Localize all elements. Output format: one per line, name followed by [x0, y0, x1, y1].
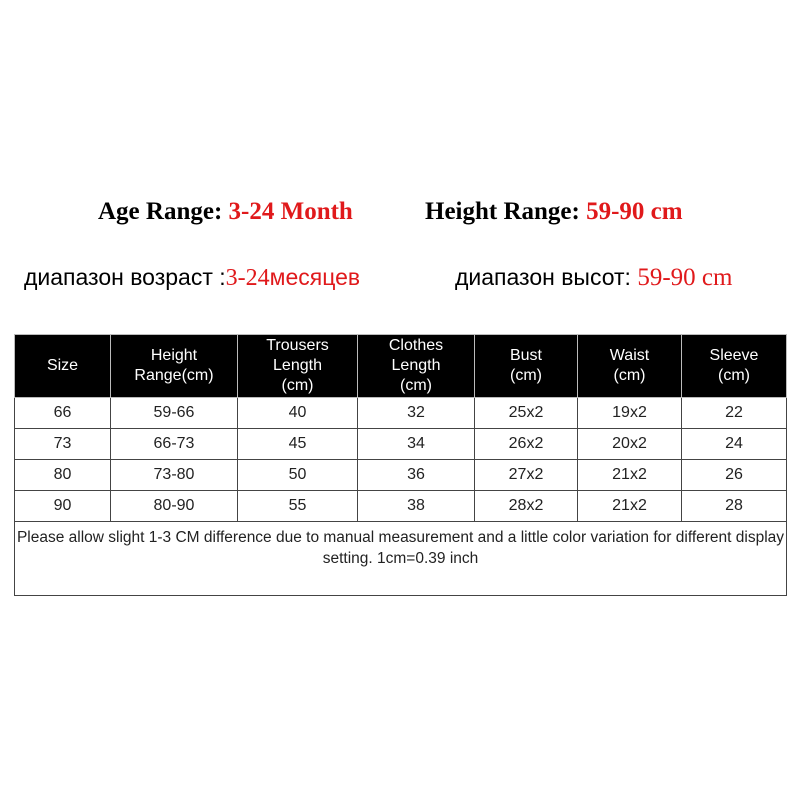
- table-note-row: [15, 522, 787, 596]
- cell-size: 66: [15, 398, 111, 429]
- ru-age-unit: месяцев: [269, 264, 361, 290]
- ru-height-range: [455, 264, 732, 292]
- col-header-trousers-length: Trousers Length (cm): [238, 335, 358, 398]
- cell-clothes-length: 32: [358, 398, 475, 429]
- cell-sleeve: 26: [682, 460, 787, 491]
- cell-height-range: 66-73: [111, 429, 238, 460]
- ru-age-number: 3-24: [225, 265, 270, 291]
- cell-clothes-length: 38: [358, 491, 475, 522]
- col-header-bust: Bust (cm): [475, 335, 578, 398]
- table-row: [15, 491, 787, 522]
- col-header-clothes-length: Clothes Length (cm): [358, 335, 475, 398]
- cell-size: 80: [15, 460, 111, 491]
- ru-height-label: диапазон высот:: [455, 264, 638, 290]
- ru-height-value: 59-90 cm: [637, 264, 733, 291]
- col-header-size: Size: [15, 335, 111, 398]
- height-range-value: 59-90 cm: [586, 198, 683, 225]
- cell-waist: 21x2: [578, 491, 682, 522]
- cell-size: 73: [15, 429, 111, 460]
- size-chart-table: [14, 334, 787, 596]
- cell-size: 90: [15, 491, 111, 522]
- cell-trousers-length: 40: [238, 398, 358, 429]
- cell-bust: 26x2: [475, 429, 578, 460]
- ru-age-range: [24, 264, 360, 292]
- height-range: [425, 198, 683, 226]
- age-range-value: 3-24 Month: [228, 198, 353, 225]
- measurement-note: Please allow slight 1-3 CM difference due to manual measurement and a little color variation for different display setting. 1cm=0.39 inch: [15, 522, 787, 596]
- cell-height-range: 73-80: [111, 460, 238, 491]
- ru-age-label: диапазон возраст :: [24, 264, 226, 290]
- height-range-label: Height Range:: [425, 198, 587, 225]
- cell-bust: 27x2: [475, 460, 578, 491]
- cell-sleeve: 28: [682, 491, 787, 522]
- cell-sleeve: 24: [682, 429, 787, 460]
- col-header-sleeve: Sleeve (cm): [682, 335, 787, 398]
- cell-trousers-length: 45: [238, 429, 358, 460]
- col-header-height-range: Height Range(cm): [111, 335, 238, 398]
- cell-waist: 21x2: [578, 460, 682, 491]
- table-row: [15, 460, 787, 491]
- table-row: [15, 398, 787, 429]
- cell-bust: 28x2: [475, 491, 578, 522]
- cell-bust: 25x2: [475, 398, 578, 429]
- cell-clothes-length: 36: [358, 460, 475, 491]
- cell-sleeve: 22: [682, 398, 787, 429]
- cell-clothes-length: 34: [358, 429, 475, 460]
- cell-trousers-length: 50: [238, 460, 358, 491]
- cell-waist: 20x2: [578, 429, 682, 460]
- cell-height-range: 59-66: [111, 398, 238, 429]
- table-header-row: [15, 335, 787, 398]
- age-range: [98, 198, 353, 226]
- table-row: [15, 429, 787, 460]
- col-header-waist: Waist (cm): [578, 335, 682, 398]
- cell-waist: 19x2: [578, 398, 682, 429]
- cell-height-range: 80-90: [111, 491, 238, 522]
- cell-trousers-length: 55: [238, 491, 358, 522]
- age-range-label: Age Range:: [98, 198, 229, 225]
